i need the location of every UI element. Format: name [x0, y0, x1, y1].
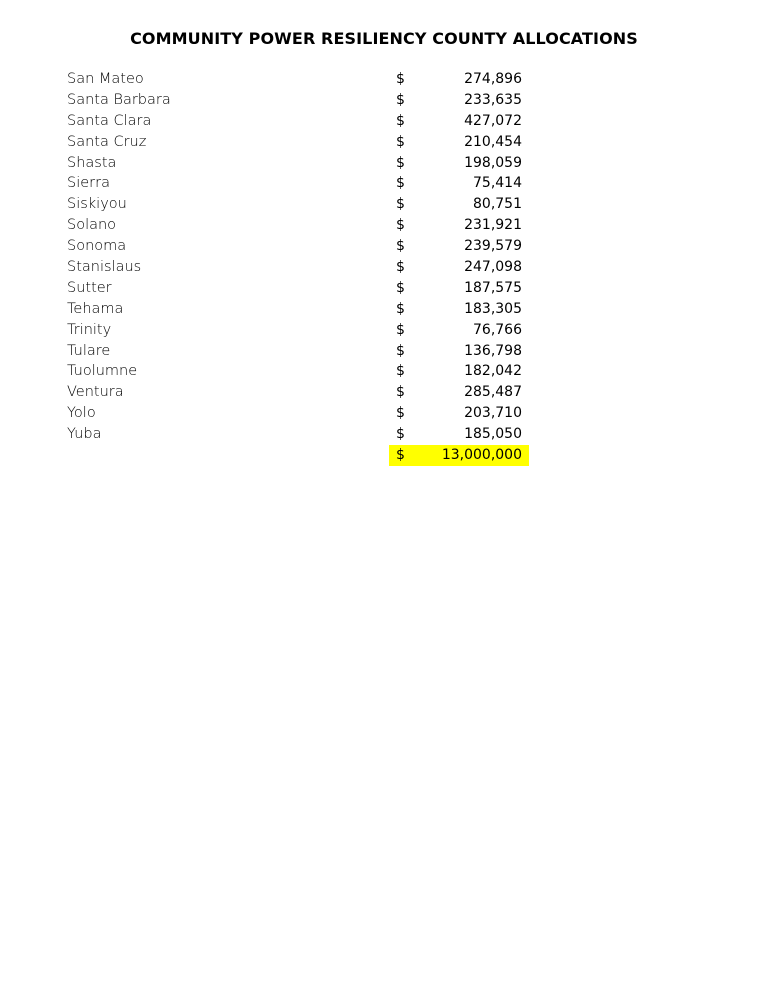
county-name: Siskiyou [67, 196, 127, 213]
allocation-amount: 198,059 [464, 154, 522, 171]
allocation-amount: 231,921 [464, 217, 522, 234]
allocation-amount: 203,710 [464, 405, 522, 422]
allocation-amount: 247,098 [464, 259, 522, 276]
currency-symbol: $ [396, 342, 405, 359]
county-name: Sonoma [67, 238, 127, 255]
currency-symbol: $ [396, 112, 405, 129]
county-name: Sutter [67, 279, 112, 296]
currency-symbol: $ [396, 217, 405, 234]
currency-symbol: $ [396, 321, 405, 338]
total-row [389, 445, 529, 466]
county-name: San Mateo [67, 71, 144, 87]
currency-symbol: $ [396, 91, 405, 108]
table-row [0, 299, 768, 320]
allocation-amount: 75,414 [473, 175, 522, 192]
county-name: Tulare [67, 342, 111, 359]
county-name: Yolo [67, 405, 96, 422]
table-row [0, 278, 768, 299]
table-row [0, 153, 768, 174]
currency-symbol: $ [396, 426, 405, 443]
county-name: Ventura [67, 384, 124, 401]
currency-symbol: $ [396, 405, 405, 422]
currency-symbol: $ [396, 71, 405, 87]
currency-symbol: $ [396, 300, 405, 317]
county-name: Tehama [67, 300, 124, 317]
allocation-amount: 80,751 [473, 196, 522, 213]
table-row [0, 257, 768, 278]
allocation-amount: 233,635 [464, 91, 522, 108]
currency-symbol: $ [396, 384, 405, 401]
total-amount: 13,000,000 [441, 447, 522, 463]
table-row [0, 69, 768, 90]
allocation-amount: 183,305 [464, 300, 522, 317]
county-name: Shasta [67, 154, 117, 171]
currency-symbol: $ [396, 133, 405, 150]
table-row [0, 173, 768, 194]
table-row [0, 132, 768, 153]
currency-symbol: $ [396, 175, 405, 192]
currency-symbol: $ [396, 279, 405, 296]
currency-symbol: $ [396, 259, 405, 276]
currency-symbol: $ [396, 238, 405, 255]
currency-symbol: $ [396, 196, 405, 213]
table-row [0, 320, 768, 341]
county-name: Santa Clara [67, 112, 152, 129]
allocation-amount: 427,072 [464, 112, 522, 129]
table-row [0, 403, 768, 424]
allocation-amount: 136,798 [464, 342, 522, 359]
table-row [0, 215, 768, 236]
county-name: Yuba [67, 426, 102, 443]
total-currency-symbol: $ [396, 447, 405, 463]
allocation-table [0, 69, 768, 445]
allocation-amount: 182,042 [464, 363, 522, 380]
table-row [0, 424, 768, 445]
table-row [0, 194, 768, 215]
allocation-amount: 239,579 [464, 238, 522, 255]
table-row [0, 90, 768, 111]
currency-symbol: $ [396, 154, 405, 171]
allocation-amount: 187,575 [464, 279, 522, 296]
allocation-amount: 274,896 [464, 71, 522, 87]
table-row [0, 236, 768, 257]
county-name: Solano [67, 217, 117, 234]
table-row [0, 361, 768, 382]
county-name: Santa Barbara [67, 91, 171, 108]
page-title: COMMUNITY POWER RESILIENCY COUNTY ALLOCATIONS [130, 29, 638, 48]
county-name: Trinity [67, 321, 112, 338]
currency-symbol: $ [396, 363, 405, 380]
allocation-amount: 185,050 [464, 426, 522, 443]
allocation-amount: 76,766 [473, 321, 522, 338]
county-name: Sierra [67, 175, 110, 192]
county-name: Santa Cruz [67, 133, 147, 150]
county-name: Tuolumne [67, 363, 138, 380]
allocation-amount: 285,487 [464, 384, 522, 401]
table-row [0, 382, 768, 403]
table-row [0, 111, 768, 132]
allocation-amount: 210,454 [464, 133, 522, 150]
county-name: Stanislaus [67, 259, 142, 276]
table-row [0, 341, 768, 362]
